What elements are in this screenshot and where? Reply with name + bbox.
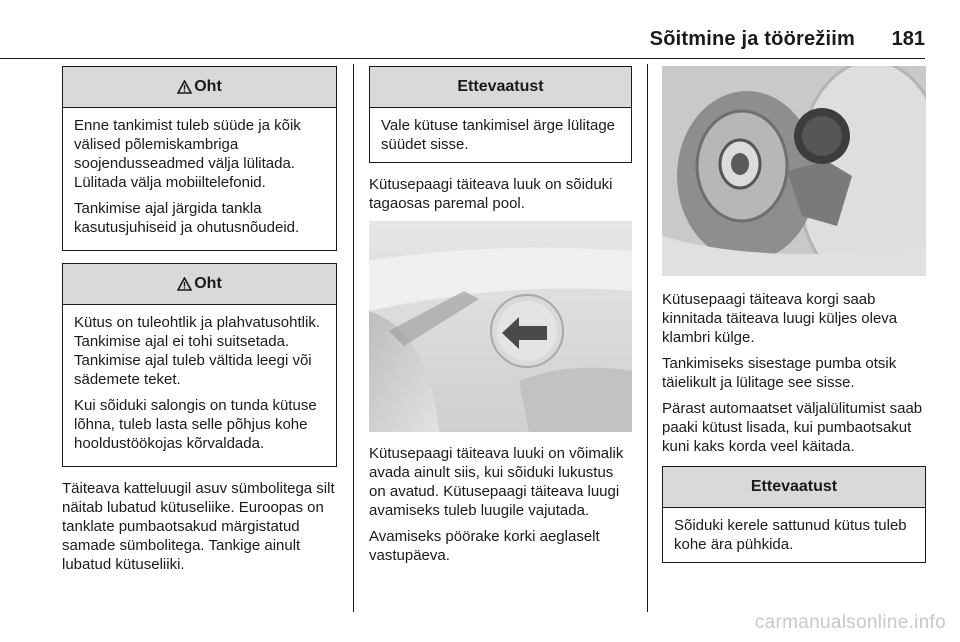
danger-box-body xyxy=(63,108,336,250)
paragraph: Enne tankimist tuleb süüde ja kõik välised põlemiskambriga soojendusseadmed välja lülitada. Lülitada välja mobiiltelefonid. xyxy=(74,117,301,191)
caution-box xyxy=(369,66,632,163)
column-1 xyxy=(62,66,337,581)
caution-box-body xyxy=(370,108,631,162)
danger-box-header xyxy=(63,264,336,305)
fuel-cap-image xyxy=(662,66,926,276)
danger-box-body xyxy=(63,305,336,466)
danger-box xyxy=(62,66,337,251)
fuel-door-image xyxy=(369,221,632,432)
warning-triangle-icon xyxy=(177,277,192,291)
paragraph: Avamiseks pöörake korki aeglaselt vastupäeva. xyxy=(369,528,600,564)
warning-triangle-icon xyxy=(177,80,192,94)
column-divider xyxy=(353,64,354,612)
column-2 xyxy=(369,66,632,572)
caution-box-header: Ettevaatust xyxy=(663,467,925,508)
body-paragraph: Täiteava katteluugil asuv sümbolitega silt näitab lubatud kütuseliike. Euroopas on tanklate pumbaotsakud märgistatud samade sümbolitega. Tankige ainult lubatud kütuseliiki. xyxy=(62,480,335,573)
watermark: carmanualsonline.info xyxy=(754,612,946,633)
caution-box-body xyxy=(663,508,925,562)
danger-box xyxy=(62,263,337,467)
column-divider xyxy=(647,64,648,612)
intro-paragraph: Kütusepaagi täiteava luuk on sõiduki tagaosas paremal pool. xyxy=(369,176,613,212)
paragraph: Kütusepaagi täiteava korgi saab kinnitada täiteava luugi küljes oleva klambri külge. xyxy=(662,291,898,346)
paragraph: Sõiduki kerele sattunud kütus tuleb kohe ära pühkida. xyxy=(674,517,907,553)
paragraph: Kui sõiduki salongis on tunda kütuse lõhna, tuleb lasta selle põhjus kohe hooldustöökojas kõrvaldada. xyxy=(74,397,317,452)
danger-box-header xyxy=(63,67,336,108)
paragraph: Pärast automaatset väljalülitumist saab paaki kütust lisada, kui pumbaotsakut kuni kaks korda veel käitada. xyxy=(662,400,923,455)
column-3 xyxy=(662,66,926,575)
paragraph: Vale kütuse tankimisel ärge lülitage süüdet sisse. xyxy=(381,117,616,153)
caution-box xyxy=(662,466,926,563)
page-number: 181 xyxy=(891,28,925,50)
paragraph: Kütusepaagi täiteava luuki on võimalik avada ainult siis, kui sõiduki lukustus on avatud. Kütusepaagi täiteava luugi avamiseks tuleb luugile vajutada. xyxy=(369,445,624,519)
danger-box-title: Oht xyxy=(194,275,222,292)
paragraph: Kütus on tuleohtlik ja plahvatusohtlik. Tankimise ajal ei tohi suitsetada. Tankimise ajal tuleb vältida leegi või sädemete teket. xyxy=(74,314,320,388)
paragraph: Tankimise ajal järgida tankla kasutusjuhiseid ja ohutusnõudeid. xyxy=(74,200,300,236)
caution-box-header: Ettevaatust xyxy=(370,67,631,108)
section-title: Sõitmine ja töörežiim xyxy=(649,28,855,50)
page-header xyxy=(0,28,925,59)
paragraph: Tankimiseks sisestage pumba otsik täielikult ja lülitage see sisse. xyxy=(662,355,897,391)
danger-box-title: Oht xyxy=(194,78,222,95)
